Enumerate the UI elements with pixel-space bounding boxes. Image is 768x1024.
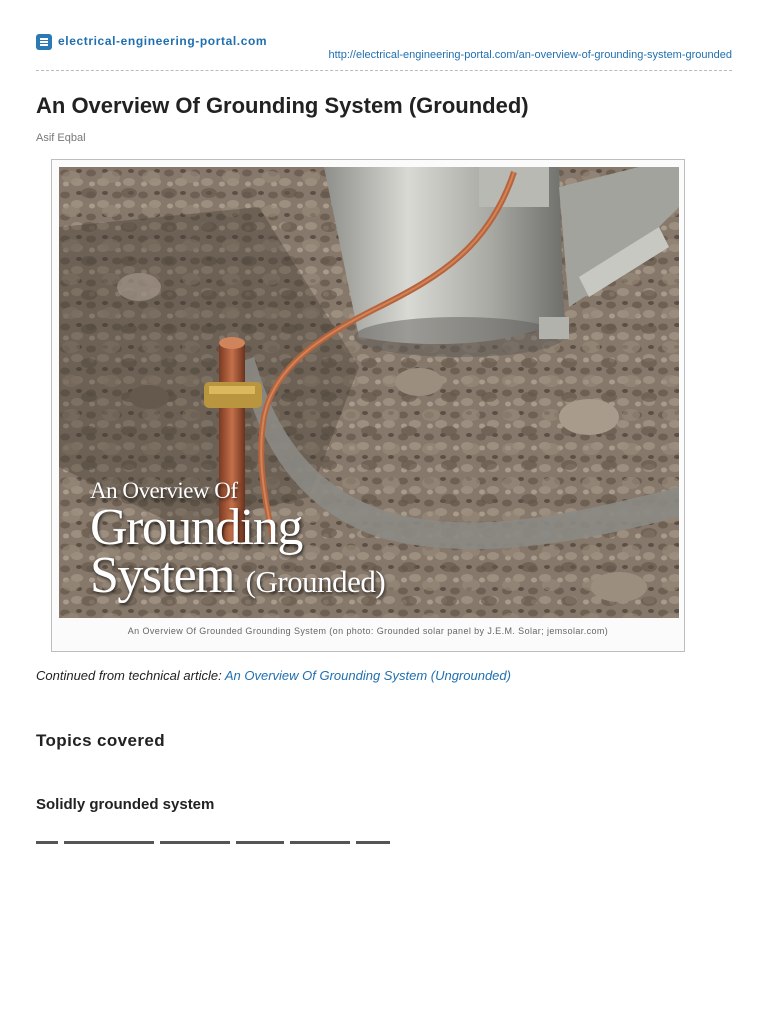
photo-overlay-title bbox=[90, 479, 385, 602]
truncated-paragraph bbox=[36, 832, 456, 844]
site-header bbox=[36, 32, 732, 72]
overlay-line-2: Grounding bbox=[90, 499, 302, 556]
grounded-solar-panel-photo bbox=[59, 167, 679, 618]
overlay-line-3-main: System bbox=[90, 547, 235, 604]
page-title: An Overview Of Grounding System (Grounded) bbox=[36, 93, 529, 118]
author-name: Asif Eqbal bbox=[36, 132, 86, 144]
article-figure bbox=[51, 159, 685, 652]
header-divider bbox=[36, 70, 732, 71]
intro-prefix: Continued from technical article: bbox=[36, 668, 222, 683]
related-article-link[interactable]: An Overview Of Grounding System (Ungrounded) bbox=[224, 668, 511, 683]
overlay-line-3-small: (Grounded) bbox=[245, 564, 386, 599]
source-url-link[interactable]: http://electrical-engineering-portal.com/an-overview-of-grounding-system-grounded bbox=[328, 49, 732, 61]
intro-paragraph bbox=[36, 668, 511, 683]
topics-heading: Topics covered bbox=[36, 731, 166, 750]
overlay-line-3 bbox=[90, 547, 386, 604]
figure-caption: An Overview Of Grounded Grounding System (on photo: Grounded solar panel by J.E.M. Solar; jemsolar.com) bbox=[127, 626, 609, 636]
document-icon bbox=[36, 34, 52, 50]
solidly-grounded-heading: Solidly grounded system bbox=[36, 796, 215, 813]
overlay-line-1: An Overview Of bbox=[90, 478, 238, 503]
site-name-link[interactable]: electrical-engineering-portal.com bbox=[58, 34, 268, 48]
